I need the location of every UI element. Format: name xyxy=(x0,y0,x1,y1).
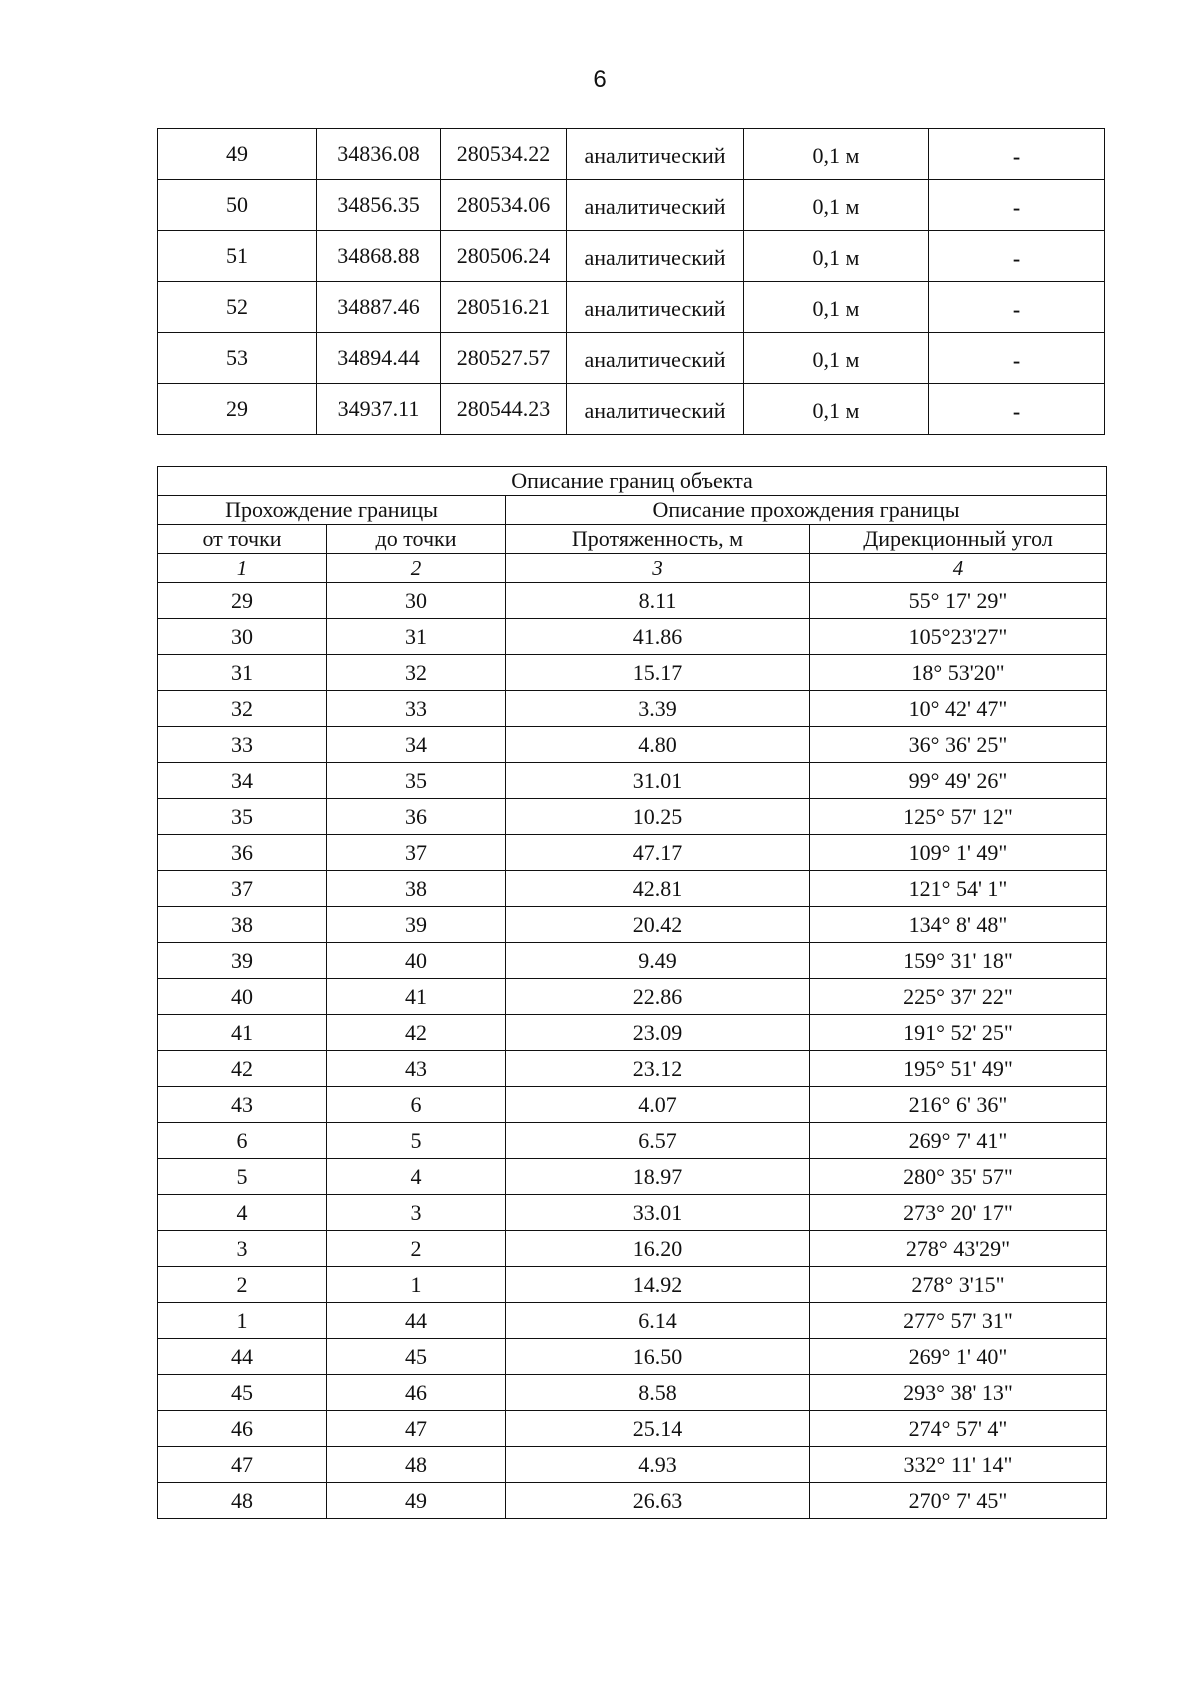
length-cell: 8.58 xyxy=(506,1375,810,1411)
length-cell: 6.57 xyxy=(506,1123,810,1159)
from-point-cell: 3 xyxy=(158,1231,327,1267)
x-coordinate-cell: 34937.11 xyxy=(317,384,441,435)
group-header-passage: Прохождение границы xyxy=(158,496,506,525)
to-point-cell: 6 xyxy=(327,1087,506,1123)
length-cell: 22.86 xyxy=(506,979,810,1015)
table-title: Описание границ объекта xyxy=(158,467,1107,496)
table-row xyxy=(158,979,1107,1015)
x-coordinate-cell: 34887.46 xyxy=(317,282,441,333)
length-cell: 42.81 xyxy=(506,871,810,907)
from-point-cell: 47 xyxy=(158,1447,327,1483)
table-row xyxy=(158,1447,1107,1483)
y-coordinate-cell: 280527.57 xyxy=(441,333,567,384)
to-point-cell: 5 xyxy=(327,1123,506,1159)
table-row xyxy=(158,333,1105,384)
length-cell: 20.42 xyxy=(506,907,810,943)
x-coordinate-cell: 34868.88 xyxy=(317,231,441,282)
to-point-cell: 45 xyxy=(327,1339,506,1375)
length-cell: 23.12 xyxy=(506,1051,810,1087)
x-coordinate-cell: 34836.08 xyxy=(317,129,441,180)
method-cell: аналитический xyxy=(567,282,744,333)
column-index-4: 4 xyxy=(810,554,1107,583)
method-cell: аналитический xyxy=(567,180,744,231)
table-row xyxy=(158,619,1107,655)
length-cell: 25.14 xyxy=(506,1411,810,1447)
from-point-cell: 6 xyxy=(158,1123,327,1159)
angle-cell: 99° 49' 26" xyxy=(810,763,1107,799)
angle-cell: 195° 51' 49" xyxy=(810,1051,1107,1087)
table-row xyxy=(158,129,1105,180)
point-number-cell: 52 xyxy=(158,282,317,333)
angle-cell: 278° 43'29" xyxy=(810,1231,1107,1267)
length-cell: 26.63 xyxy=(506,1483,810,1519)
to-point-cell: 43 xyxy=(327,1051,506,1087)
angle-cell: 105°23'27" xyxy=(810,619,1107,655)
table-row xyxy=(158,763,1107,799)
group-header-row xyxy=(158,496,1107,525)
to-point-cell: 39 xyxy=(327,907,506,943)
to-point-cell: 49 xyxy=(327,1483,506,1519)
y-coordinate-cell: 280516.21 xyxy=(441,282,567,333)
note-cell: - xyxy=(929,282,1105,333)
point-number-cell: 53 xyxy=(158,333,317,384)
to-point-cell: 32 xyxy=(327,655,506,691)
column-header-angle: Дирекционный угол xyxy=(810,525,1107,554)
coordinates-table xyxy=(157,128,1105,435)
from-point-cell: 29 xyxy=(158,583,327,619)
from-point-cell: 5 xyxy=(158,1159,327,1195)
note-cell: - xyxy=(929,333,1105,384)
from-point-cell: 2 xyxy=(158,1267,327,1303)
point-number-cell: 51 xyxy=(158,231,317,282)
accuracy-cell: 0,1 м xyxy=(744,231,929,282)
from-point-cell: 35 xyxy=(158,799,327,835)
to-point-cell: 2 xyxy=(327,1231,506,1267)
note-cell: - xyxy=(929,129,1105,180)
column-index-3: 3 xyxy=(506,554,810,583)
note-cell: - xyxy=(929,180,1105,231)
from-point-cell: 39 xyxy=(158,943,327,979)
to-point-cell: 46 xyxy=(327,1375,506,1411)
column-index-1: 1 xyxy=(158,554,327,583)
length-cell: 41.86 xyxy=(506,619,810,655)
angle-cell: 36° 36' 25" xyxy=(810,727,1107,763)
length-cell: 4.93 xyxy=(506,1447,810,1483)
to-point-cell: 30 xyxy=(327,583,506,619)
from-point-cell: 48 xyxy=(158,1483,327,1519)
angle-cell: 109° 1' 49" xyxy=(810,835,1107,871)
from-point-cell: 4 xyxy=(158,1195,327,1231)
note-cell: - xyxy=(929,384,1105,435)
from-point-cell: 32 xyxy=(158,691,327,727)
column-header-to: до точки xyxy=(327,525,506,554)
from-point-cell: 31 xyxy=(158,655,327,691)
angle-cell: 55° 17' 29" xyxy=(810,583,1107,619)
from-point-cell: 45 xyxy=(158,1375,327,1411)
table-row xyxy=(158,1303,1107,1339)
table-row xyxy=(158,1159,1107,1195)
table-row xyxy=(158,1339,1107,1375)
to-point-cell: 48 xyxy=(327,1447,506,1483)
to-point-cell: 31 xyxy=(327,619,506,655)
table-row xyxy=(158,655,1107,691)
point-number-cell: 49 xyxy=(158,129,317,180)
length-cell: 16.20 xyxy=(506,1231,810,1267)
y-coordinate-cell: 280544.23 xyxy=(441,384,567,435)
x-coordinate-cell: 34856.35 xyxy=(317,180,441,231)
to-point-cell: 38 xyxy=(327,871,506,907)
angle-cell: 274° 57' 4" xyxy=(810,1411,1107,1447)
to-point-cell: 36 xyxy=(327,799,506,835)
table-row xyxy=(158,1267,1107,1303)
length-cell: 23.09 xyxy=(506,1015,810,1051)
table-row xyxy=(158,180,1105,231)
to-point-cell: 40 xyxy=(327,943,506,979)
length-cell: 10.25 xyxy=(506,799,810,835)
method-cell: аналитический xyxy=(567,129,744,180)
table-row xyxy=(158,1087,1107,1123)
angle-cell: 277° 57' 31" xyxy=(810,1303,1107,1339)
length-cell: 31.01 xyxy=(506,763,810,799)
from-point-cell: 37 xyxy=(158,871,327,907)
length-cell: 4.80 xyxy=(506,727,810,763)
table-row xyxy=(158,943,1107,979)
from-point-cell: 40 xyxy=(158,979,327,1015)
to-point-cell: 44 xyxy=(327,1303,506,1339)
angle-cell: 269° 7' 41" xyxy=(810,1123,1107,1159)
table-row xyxy=(158,1123,1107,1159)
accuracy-cell: 0,1 м xyxy=(744,129,929,180)
from-point-cell: 44 xyxy=(158,1339,327,1375)
angle-cell: 280° 35' 57" xyxy=(810,1159,1107,1195)
table-row xyxy=(158,384,1105,435)
from-point-cell: 43 xyxy=(158,1087,327,1123)
from-point-cell: 46 xyxy=(158,1411,327,1447)
angle-cell: 10° 42' 47" xyxy=(810,691,1107,727)
to-point-cell: 35 xyxy=(327,763,506,799)
table-title-row xyxy=(158,467,1107,496)
angle-cell: 134° 8' 48" xyxy=(810,907,1107,943)
angle-cell: 293° 38' 13" xyxy=(810,1375,1107,1411)
length-cell: 33.01 xyxy=(506,1195,810,1231)
page-number: 6 xyxy=(593,66,607,93)
from-point-cell: 30 xyxy=(158,619,327,655)
length-cell: 47.17 xyxy=(506,835,810,871)
to-point-cell: 1 xyxy=(327,1267,506,1303)
from-point-cell: 36 xyxy=(158,835,327,871)
table-row xyxy=(158,1483,1107,1519)
point-number-cell: 50 xyxy=(158,180,317,231)
angle-cell: 273° 20' 17" xyxy=(810,1195,1107,1231)
angle-cell: 125° 57' 12" xyxy=(810,799,1107,835)
table-row xyxy=(158,231,1105,282)
table-row xyxy=(158,691,1107,727)
angle-cell: 18° 53'20" xyxy=(810,655,1107,691)
angle-cell: 121° 54' 1" xyxy=(810,871,1107,907)
table-row xyxy=(158,1411,1107,1447)
y-coordinate-cell: 280506.24 xyxy=(441,231,567,282)
accuracy-cell: 0,1 м xyxy=(744,282,929,333)
from-point-cell: 34 xyxy=(158,763,327,799)
from-point-cell: 42 xyxy=(158,1051,327,1087)
table-row xyxy=(158,583,1107,619)
length-cell: 3.39 xyxy=(506,691,810,727)
point-number-cell: 29 xyxy=(158,384,317,435)
to-point-cell: 47 xyxy=(327,1411,506,1447)
boundary-description-table xyxy=(157,466,1107,1519)
from-point-cell: 41 xyxy=(158,1015,327,1051)
column-header-from: от точки xyxy=(158,525,327,554)
length-cell: 9.49 xyxy=(506,943,810,979)
table-row xyxy=(158,1195,1107,1231)
length-cell: 4.07 xyxy=(506,1087,810,1123)
table-row xyxy=(158,871,1107,907)
to-point-cell: 42 xyxy=(327,1015,506,1051)
to-point-cell: 37 xyxy=(327,835,506,871)
accuracy-cell: 0,1 м xyxy=(744,384,929,435)
angle-cell: 332° 11' 14" xyxy=(810,1447,1107,1483)
from-point-cell: 38 xyxy=(158,907,327,943)
angle-cell: 159° 31' 18" xyxy=(810,943,1107,979)
table-row xyxy=(158,799,1107,835)
to-point-cell: 4 xyxy=(327,1159,506,1195)
column-header-length: Протяженность, м xyxy=(506,525,810,554)
length-cell: 6.14 xyxy=(506,1303,810,1339)
column-index-2: 2 xyxy=(327,554,506,583)
table-row xyxy=(158,727,1107,763)
y-coordinate-cell: 280534.06 xyxy=(441,180,567,231)
method-cell: аналитический xyxy=(567,384,744,435)
angle-cell: 225° 37' 22" xyxy=(810,979,1107,1015)
note-cell: - xyxy=(929,231,1105,282)
column-header-row xyxy=(158,525,1107,554)
table-row xyxy=(158,835,1107,871)
table-row xyxy=(158,907,1107,943)
length-cell: 15.17 xyxy=(506,655,810,691)
from-point-cell: 33 xyxy=(158,727,327,763)
to-point-cell: 3 xyxy=(327,1195,506,1231)
table-row xyxy=(158,1051,1107,1087)
to-point-cell: 41 xyxy=(327,979,506,1015)
method-cell: аналитический xyxy=(567,333,744,384)
length-cell: 16.50 xyxy=(506,1339,810,1375)
angle-cell: 191° 52' 25" xyxy=(810,1015,1107,1051)
method-cell: аналитический xyxy=(567,231,744,282)
length-cell: 14.92 xyxy=(506,1267,810,1303)
angle-cell: 216° 6' 36" xyxy=(810,1087,1107,1123)
to-point-cell: 34 xyxy=(327,727,506,763)
group-header-description: Описание прохождения границы xyxy=(506,496,1107,525)
angle-cell: 278° 3'15" xyxy=(810,1267,1107,1303)
x-coordinate-cell: 34894.44 xyxy=(317,333,441,384)
table-row xyxy=(158,282,1105,333)
length-cell: 8.11 xyxy=(506,583,810,619)
length-cell: 18.97 xyxy=(506,1159,810,1195)
table-row xyxy=(158,1015,1107,1051)
to-point-cell: 33 xyxy=(327,691,506,727)
y-coordinate-cell: 280534.22 xyxy=(441,129,567,180)
table-row xyxy=(158,1231,1107,1267)
accuracy-cell: 0,1 м xyxy=(744,180,929,231)
angle-cell: 270° 7' 45" xyxy=(810,1483,1107,1519)
angle-cell: 269° 1' 40" xyxy=(810,1339,1107,1375)
table-row xyxy=(158,1375,1107,1411)
accuracy-cell: 0,1 м xyxy=(744,333,929,384)
column-index-row xyxy=(158,554,1107,583)
from-point-cell: 1 xyxy=(158,1303,327,1339)
